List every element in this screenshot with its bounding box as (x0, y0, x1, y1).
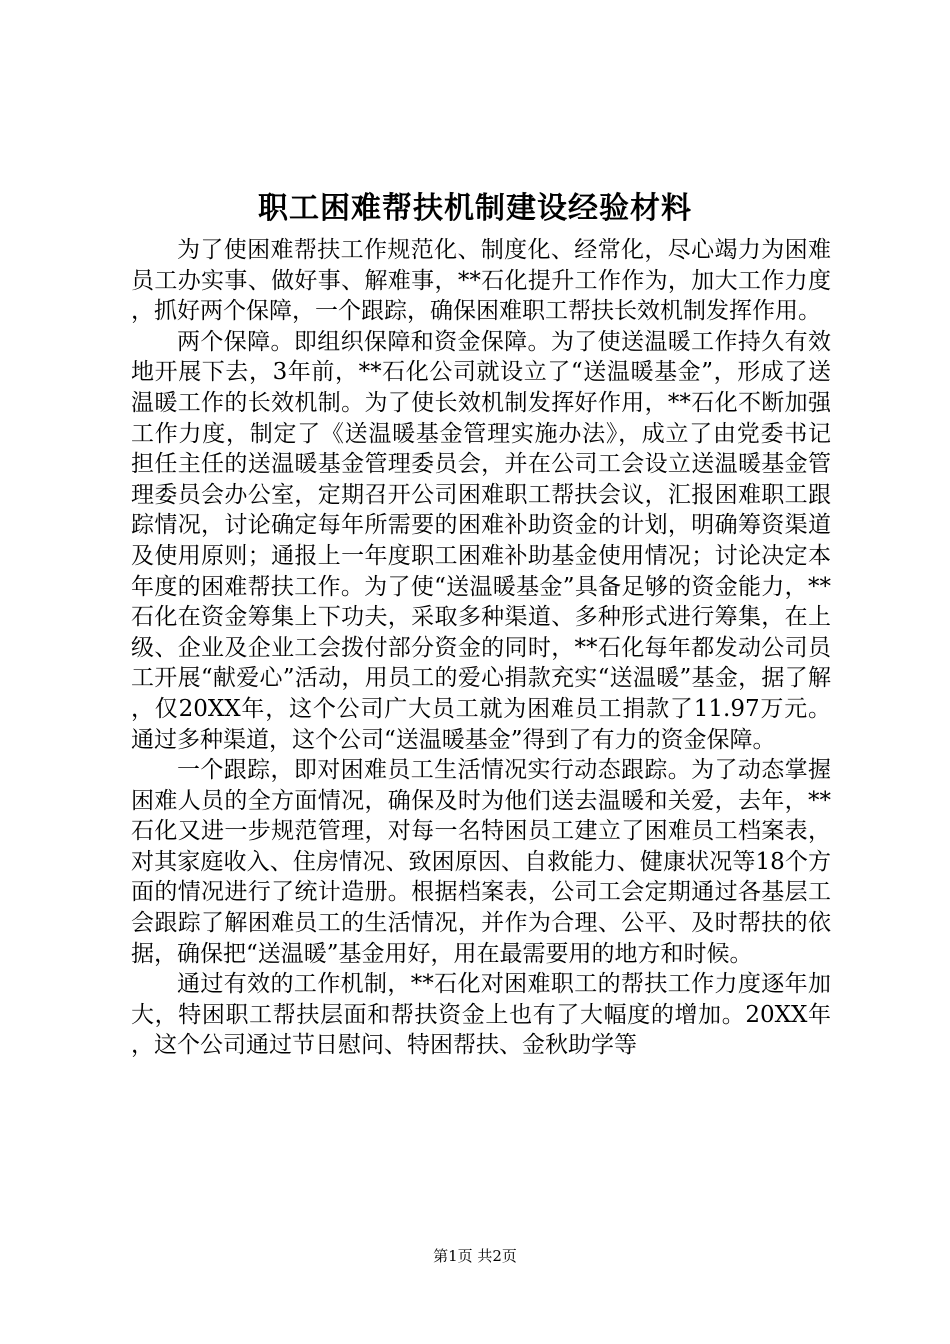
document-body (131, 235, 831, 1061)
paragraph-one-tracking: 一个跟踪，即对困难员工生活情况实行动态跟踪。为了动态掌握困难人员的全方面情况，确保及时为他们送去温暖和关爱，去年，**石化又进一步规范管理，对每一名特困员工建立了困难员工档案表，对其家庭收入、住房情况、致困原因、自救能力、健康状况等18个方面的情况进行了统计造册。根据档案表，公司工会定期通过各基层工会跟踪了解困难员工的生活情况，并作为合理、公平、及时帮扶的依据，确保把“送温暖”基金用好，用在最需要用的地方和时候。 (131, 757, 831, 967)
document-title: 职工困难帮扶机制建设经验材料 (258, 191, 692, 226)
paragraph-results: 通过有效的工作机制，**石化对困难职工的帮扶工作力度逐年加大，特困职工帮扶层面和帮扶资金上也有了大幅度的增加。20XX年，这个公司通过节日慰问、特困帮扶、金秋助学等 (131, 971, 831, 1059)
paragraph-two-guarantees: 两个保障。即组织保障和资金保障。为了使送温暖工作持久有效地开展下去，3年前，**石化公司就设立了“送温暖基金”，形成了送温暖工作的长效机制。为了使长效机制发挥好作用，**石化不断加强工作力度，制定了《送温暖基金管理实施办法》，成立了由党委书记担任主任的送温暖基金管理委员会，并在公司工会设立送温暖基金管理委员会办公室，定期召开公司困难职工帮扶会议，汇报困难职工跟踪情况，讨论确定每年所需要的困难补助资金的计划，明确筹资渠道及使用原则；通报上一年度职工困难补助基金使用情况；讨论决定本年度的困难帮扶工作。为了使“送温暖基金”具备足够的资金能力，**石化在资金筹集上下功夫，采取多种渠道、多种形式进行筹集，在上级、企业及企业工会拨付部分资金的同时，**石化每年都发动公司员工开展“献爱心”活动，用员工的爱心捐款充实“送温暖”基金，据了解，仅20XX年，这个公司广大员工就为困难员工捐款了11.97万元。通过多种渠道，这个公司“送温暖基金”得到了有力的资金保障。 (131, 328, 831, 753)
page-footer: 第1页 共2页 (433, 1247, 517, 1265)
paragraph-intro: 为了使困难帮扶工作规范化、制度化、经常化，尽心竭力为困难员工办实事、做好事、解难事，**石化提升工作作为，加大工作力度，抓好两个保障，一个跟踪，确保困难职工帮扶长效机制发挥作用。 (131, 237, 831, 325)
